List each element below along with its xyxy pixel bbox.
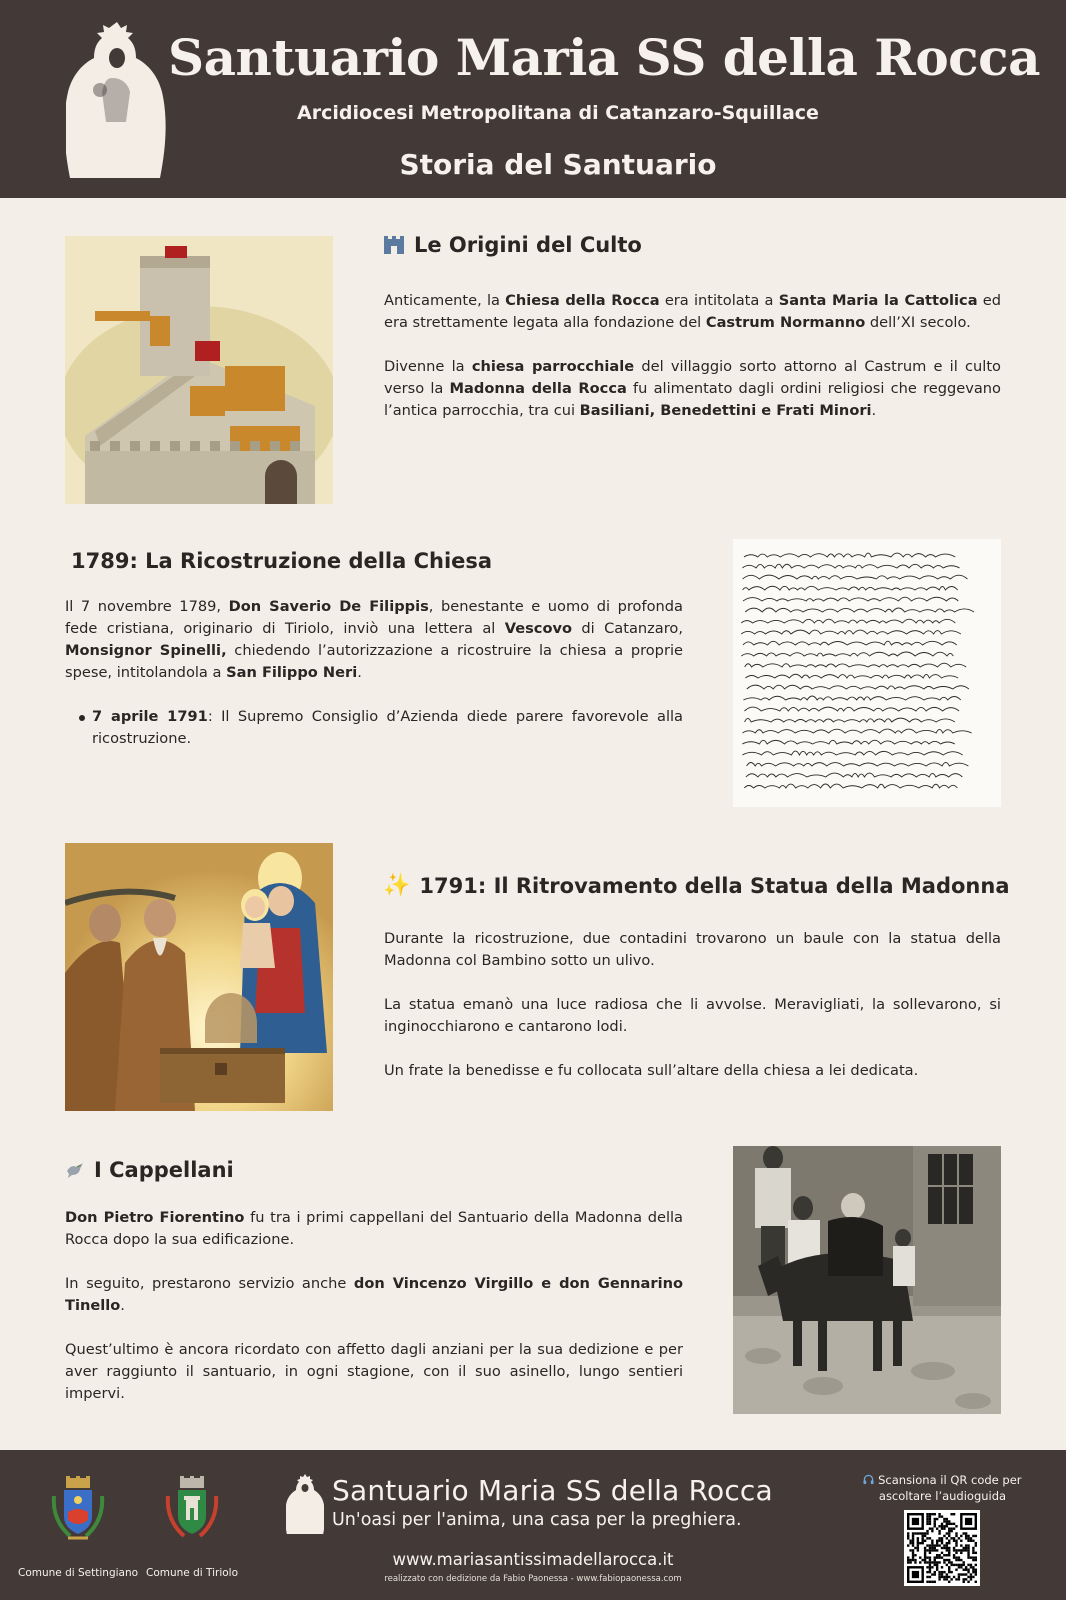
ricostruzione-paragraph-1: Il 7 novembre 1789, Don Saverio De Filippis, benestante e uomo di profonda fede cristiana, originario di Tiriolo, inviò una lettera al Vescovo di Catanzaro, Monsignor Spinelli, chiedendo l’autorizzazione a ricostruire la chiesa a proprie spese, intitolandola a San Filippo Neri. [65, 598, 683, 681]
ricostruzione-body [65, 596, 683, 750]
tiriolo-crest-icon [164, 1476, 220, 1546]
sparkles-icon: ✨ [383, 873, 411, 898]
cappellani-paragraph-3: Quest’ultimo è ancora ricordato con affetto dagli anziani per la sua dedizione e per aver raggiunto il santuario, in ogni stagione, con il suo asinello, lungo sentieri impervi. [65, 1341, 683, 1402]
priest-donkey-photo [733, 1146, 1001, 1414]
heading-cappellani-text: I Cappellani [94, 1158, 234, 1182]
header [0, 0, 1066, 198]
origini-paragraph-1: Anticamente, la Chiesa della Rocca era intitolata a Santa Maria la Cattolica ed era strettamente legata alla fondazione del Castrum Normanno dell’XI secolo. [384, 292, 1001, 331]
cappellani-paragraph-2: In seguito, prestarono servizio anche don Vincenzo Virgillo e don Gennarino Tinello. [65, 1275, 683, 1314]
dove-icon [65, 1161, 85, 1179]
ritrovamento-paragraph-3: Un frate la benedisse e fu collocata sull’altare della chiesa a lei dedicata. [384, 1062, 919, 1079]
footer-credit: realizzato con dedizione da Fabio Paonessa - www.fabiopaonessa.com [384, 1574, 682, 1584]
madonna-discovery-painting [65, 843, 333, 1111]
heading-ricostruzione [71, 549, 492, 573]
madonna-statue-logo [66, 18, 168, 182]
page-subtitle: Arcidiocesi Metropolitana di Catanzaro-Squillace [297, 102, 819, 124]
heading-origini-text: Le Origini del Culto [414, 233, 642, 257]
website-link[interactable]: www.mariasantissimadellarocca.it [392, 1550, 674, 1569]
section-title: Storia del Santuario [399, 148, 717, 181]
page-title: Santuario Maria SS della Rocca [168, 28, 1040, 87]
madonna-logo-icon [286, 1472, 324, 1534]
castle-illustration [65, 236, 333, 504]
heading-cappellani [65, 1158, 234, 1182]
origini-paragraph-2: Divenne la chiesa parrocchiale del villaggio sorto attorno al Castrum e il culto verso la Madonna della Rocca fu alimentato dagli ordini religiosi che reggevano l’antica parrocchia, tra cui Basiliani, Benedettini e Frati Minori. [384, 358, 1001, 419]
tiriolo-label: Comune di Tiriolo [145, 1567, 239, 1579]
heading-ritrovamento-text: 1791: Il Ritrovamento della Statua della Madonna [419, 873, 1010, 898]
heading-ricostruzione-text: 1789: La Ricostruzione della Chiesa [71, 549, 493, 573]
footer [0, 1450, 1066, 1600]
heading-ritrovamento [383, 873, 1010, 898]
cappellani-paragraph-1: Don Pietro Fiorentino fu tra i primi cappellani del Santuario della Madonna della Rocca dopo la sua edificazione. [65, 1209, 683, 1248]
footer-tagline: Un'oasi per l'anima, una casa per la preghiera. [332, 1510, 742, 1530]
ritrovamento-paragraph-1: Durante la ricostruzione, due contadini trovarono un baule con la statua della Madonna col Bambino sotto un ulivo. [384, 930, 1001, 969]
headphones-icon [863, 1474, 874, 1485]
origini-body [384, 290, 1001, 422]
cappellani-body [65, 1207, 683, 1405]
heading-origini [383, 233, 642, 257]
castle-icon [383, 235, 405, 255]
qr-code-pattern [907, 1513, 977, 1583]
settingiano-label: Comune di Settingiano [18, 1567, 139, 1579]
qr-code[interactable] [904, 1510, 980, 1586]
settingiano-crest-icon [50, 1476, 106, 1546]
ritrovamento-paragraph-2: La statua emanò una luce radiosa che li avvolse. Meravigliati, la sollevarono, si inginocchiarono e cantarono lodi. [384, 996, 1001, 1035]
ricostruzione-list [65, 706, 683, 750]
ritrovamento-body [384, 928, 1001, 1082]
list-item: 7 aprile 1791: Il Supremo Consiglio d’Azienda diede parere favorevole alla ricostruzione. [65, 706, 683, 750]
handwritten-letter-image [733, 539, 1001, 807]
qr-instructions [850, 1472, 1035, 1504]
qr-instructions-text: Scansiona il QR code per ascoltare l’audioguida [878, 1473, 1022, 1503]
footer-title: Santuario Maria SS della Rocca [332, 1474, 773, 1507]
